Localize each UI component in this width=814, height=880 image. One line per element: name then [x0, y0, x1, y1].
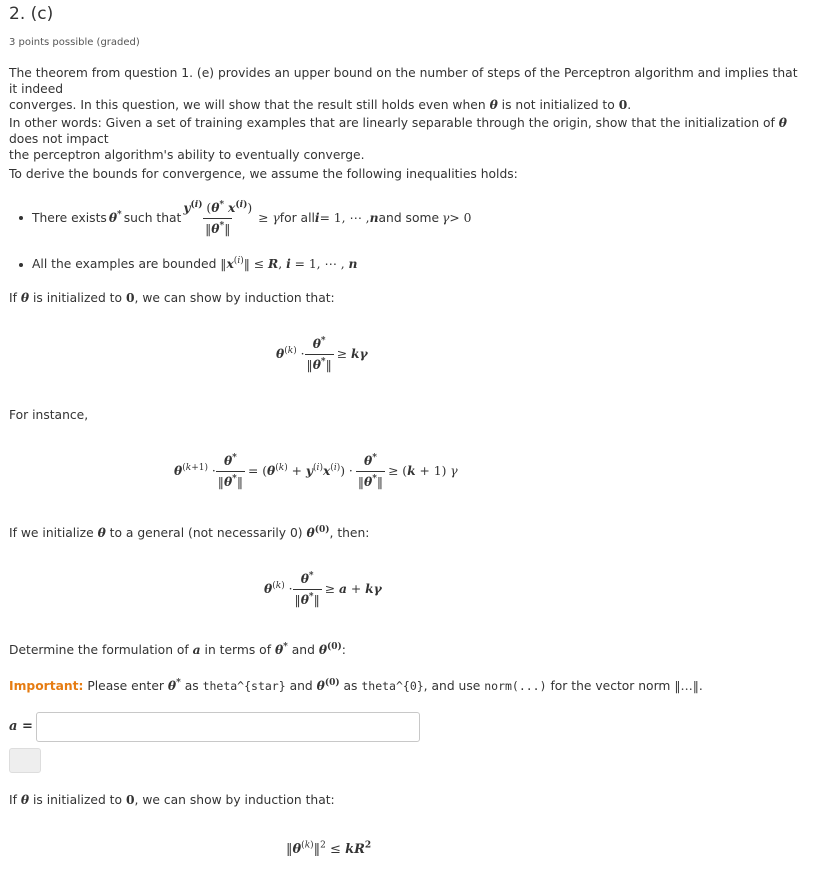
induction-intro-2: If θ is initialized to 0, we can show by induction that:	[9, 792, 335, 807]
intro-p1-line1: The theorem from question 1. (e) provides an upper bound on the number of steps of the Perceptron algorithm and implies that it indeed	[9, 66, 798, 96]
induction-intro-1: If θ is initialized to 0, we can show by induction that:	[9, 290, 335, 305]
code-theta-star: theta^{star}	[202, 679, 286, 693]
equation-general-bound: $\theta^{(k)}$ · $\frac{\theta^*}{‖\theta^*‖}$ ≥ a + kγ	[264, 570, 382, 607]
norm-symbol: ‖…‖	[674, 679, 699, 693]
equation-norm-bound: $‖\theta^{(k)}‖^2 \le kR^2$	[286, 840, 372, 857]
intro-paragraph-1	[9, 65, 809, 113]
assumption-bullet-1: There exists θ* such that $\frac{y^{(i)} (\theta^* x^{(i)})}{‖\theta^*‖}$ ≥ γ for all i = 1, ⋯ , n and some γ > 0	[19, 196, 471, 240]
intro-paragraph-3: To derive the bounds for convergence, we assume the following inequalities holds:	[9, 167, 518, 181]
intro-p2-line2: the perceptron algorithm's ability to eventually converge.	[9, 148, 365, 162]
general-init-text: If we initialize θ to a general (not necessarily 0) $\theta^{(0)}$, then:	[9, 524, 370, 540]
equation-induction-bound: $\theta^{(k)}$ · $\frac{\theta^*}{‖\theta^*‖}$ ≥ kγ	[276, 335, 368, 372]
important-label: Important:	[9, 679, 84, 693]
answer-input-a[interactable]	[36, 712, 420, 742]
bullet-dot	[19, 263, 23, 267]
answer-status-indicator	[9, 748, 41, 773]
important-note: Important: Please enter θ* as theta^{star} and $\theta^{(0)}$ as theta^{0}, and use norm(...) for the vector norm ‖…‖.	[9, 677, 703, 693]
points-info: 3 points possible (graded)	[9, 37, 140, 48]
equation-induction-step: $\theta^{(k+1)}$ · $\frac{\theta^*}{‖\theta^*‖}$ = $(\theta^{(k)} + y^{(i)}x^{(i)})$ · $\frac{\theta^*}{‖\theta^*‖}$ ≥ (k + 1) γ	[174, 452, 458, 489]
code-norm: norm(...)	[484, 679, 547, 693]
margin-fraction: $\frac{y^{(i)} (\theta^* x^{(i)})}{‖\theta^*‖}$	[183, 199, 253, 236]
assumption-bullet-2: All the examples are bounded $‖x^{(i)}‖ \le R$, i = 1, ⋯ , n	[19, 256, 357, 272]
code-theta-zero: theta^{0}	[361, 679, 424, 693]
answer-label: a =	[9, 719, 33, 734]
determine-text: Determine the formulation of a in terms of θ* and $\theta^{(0)}$:	[9, 641, 346, 657]
bullet-dot	[19, 216, 23, 220]
intro-paragraph-2	[9, 115, 809, 163]
problem-title: 2. (c)	[9, 4, 54, 24]
intro-p1-line2: converges. In this question, we will show that the result still holds even when θ is not initialized to 0.	[9, 97, 632, 112]
intro-p2-line1: In other words: Given a set of training examples that are linearly separable through the origin, show that the initialization of θ does not impact	[9, 115, 787, 146]
for-instance-text: For instance,	[9, 408, 89, 422]
